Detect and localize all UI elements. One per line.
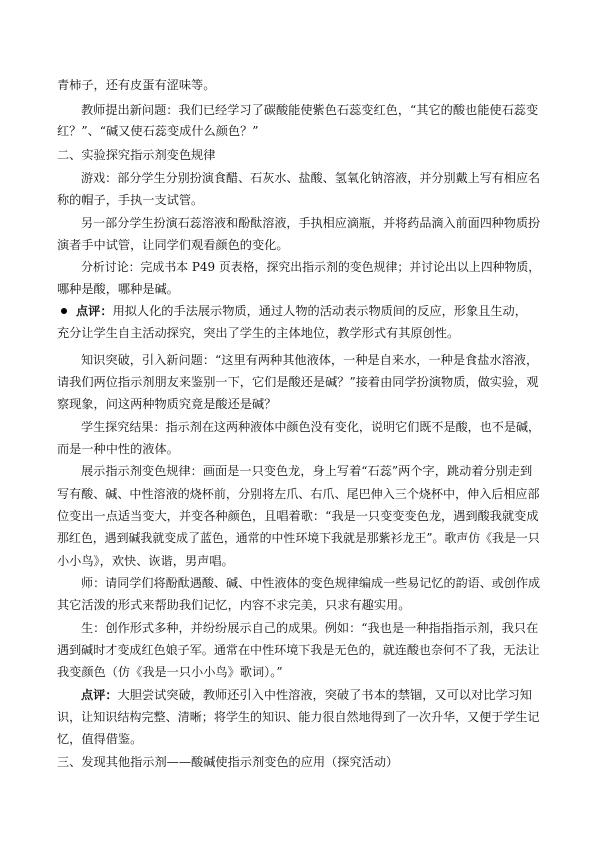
paragraph-line: 识，让知识结构完整、清晰；将学生的知识、能力很自然地得到了一次升华，又便于学生记 [57, 710, 540, 724]
paragraph-line: 游戏：部分学生分别扮演食醋、石灰水、盐酸、氢氧化钠溶液，并分别戴上写有相应名 [81, 171, 541, 185]
paragraph-line: 忆，值得借鉴。 [57, 732, 143, 746]
section-heading: 二、实验探究指示剂变色规律 [57, 148, 216, 162]
paragraph-line: 充分让学生自主活动探究，突出了学生的主体地位，教学形式有其原创性。 [57, 326, 460, 340]
comment-text: 用拟人化的手法展示物质，通过人物的活动表示物质间的反应，形象且生动， [112, 304, 527, 318]
paragraph-line: 另一部分学生扮演石蕊溶液和酚酞溶液，手执相应滴瓶，并将药品滴入前面四种物质扮 [81, 216, 541, 230]
paragraph-line: 展示指示剂变色规律：画面是一只变色龙，身上写着“石蕊”两个字，跳动着分别走到 [81, 464, 533, 478]
comment-text: 大胆尝试突破，教师还引入中性溶液，突破了书本的禁锢，又可以对比学习知 [117, 688, 532, 702]
paragraph-line: 其它活泼的形式来帮助我们记忆，内容不求完美，只求有趣实用。 [57, 598, 411, 612]
paragraph-line: 教师提出新问题：我们已经学习了碳酸能使紫色石蕊变红色，“其它的酸也能使石蕊变 [81, 103, 539, 117]
paragraph-line: 红？”、“碱又使石蕊变成什么颜色？” [57, 124, 259, 138]
paragraph-line: 师：请同学们将酚酞遇酸、碱、中性液体的变色规律编成一些易记忆的韵语、或创作成 [81, 576, 541, 590]
bullet-icon [61, 308, 67, 314]
paragraph-line: 哪种是酸，哪种是碱。 [57, 282, 179, 296]
paragraph-line: 生：创作形式多种，并纷纷展示自己的成果。例如：“我也是一种指指指示剂，我只在 [81, 621, 539, 635]
paragraph-line: 演者手中试管，让同学们观看颜色的变化。 [57, 238, 289, 252]
section-heading: 三、发现其他指示剂——酸碱使指示剂变色的应用（探究活动） [57, 755, 399, 769]
paragraph-line: 青柿子，还有皮蛋有涩味等。 [57, 78, 216, 92]
comment-line [61, 303, 527, 319]
paragraph-line: 知识突破，引入新问题：“这里有两种其他液体，一种是自来水，一种是食盐水溶液， [81, 353, 539, 367]
paragraph-line: 位变出一点适当变大，并变各种颜色，且唱着歌：“我是一只变变变色龙，遇到酸我就变成 [57, 509, 539, 523]
paragraph-line: 分析讨论：完成书本 P49 页表格，探究出指示剂的变色规律；并讨论出以上四种物质， [81, 260, 541, 274]
paragraph-line: 称的帽子，手执一支试管。 [57, 193, 204, 207]
comment-line [81, 687, 532, 703]
paragraph-line: 那红色，遇到碱我就变成了蓝色，通常的中性环境下我就是那紫衫龙王”。歌声仿《我是一只 [57, 531, 540, 545]
paragraph-line: 察现象，问这两种物质究竟是酸还是碱？ [57, 397, 277, 411]
comment-label: 点评： [81, 688, 118, 702]
paragraph-line: 写有酸、碱、中性溶液的烧杯前，分别将左爪、右爪、尾巴伸入三个烧杯中，伸入后相应部 [57, 487, 540, 501]
paragraph-line: 学生探究结果：指示剂在这两种液体中颜色没有变化，说明它们既不是酸，也不是碱， [81, 420, 541, 434]
comment-label: 点评： [76, 304, 113, 318]
paragraph-line: 小小鸟》，欢快、诙谐，男声唱。 [57, 554, 234, 568]
paragraph-line: 遇到碱时才变成红色娘子军。通常在中性环境下我是无色的，就连酸也奈何不了我，无法让 [57, 643, 540, 657]
paragraph-line: 我变颜色（仿《我是一只小小鸟》歌词）。” [57, 665, 283, 679]
paragraph-line: 而是一种中性的液体。 [57, 442, 179, 456]
paragraph-line: 请我们两位指示剂朋友来鉴别一下，它们是酸还是碱？”接着由同学扮演物质，做实验，观 [57, 375, 539, 389]
